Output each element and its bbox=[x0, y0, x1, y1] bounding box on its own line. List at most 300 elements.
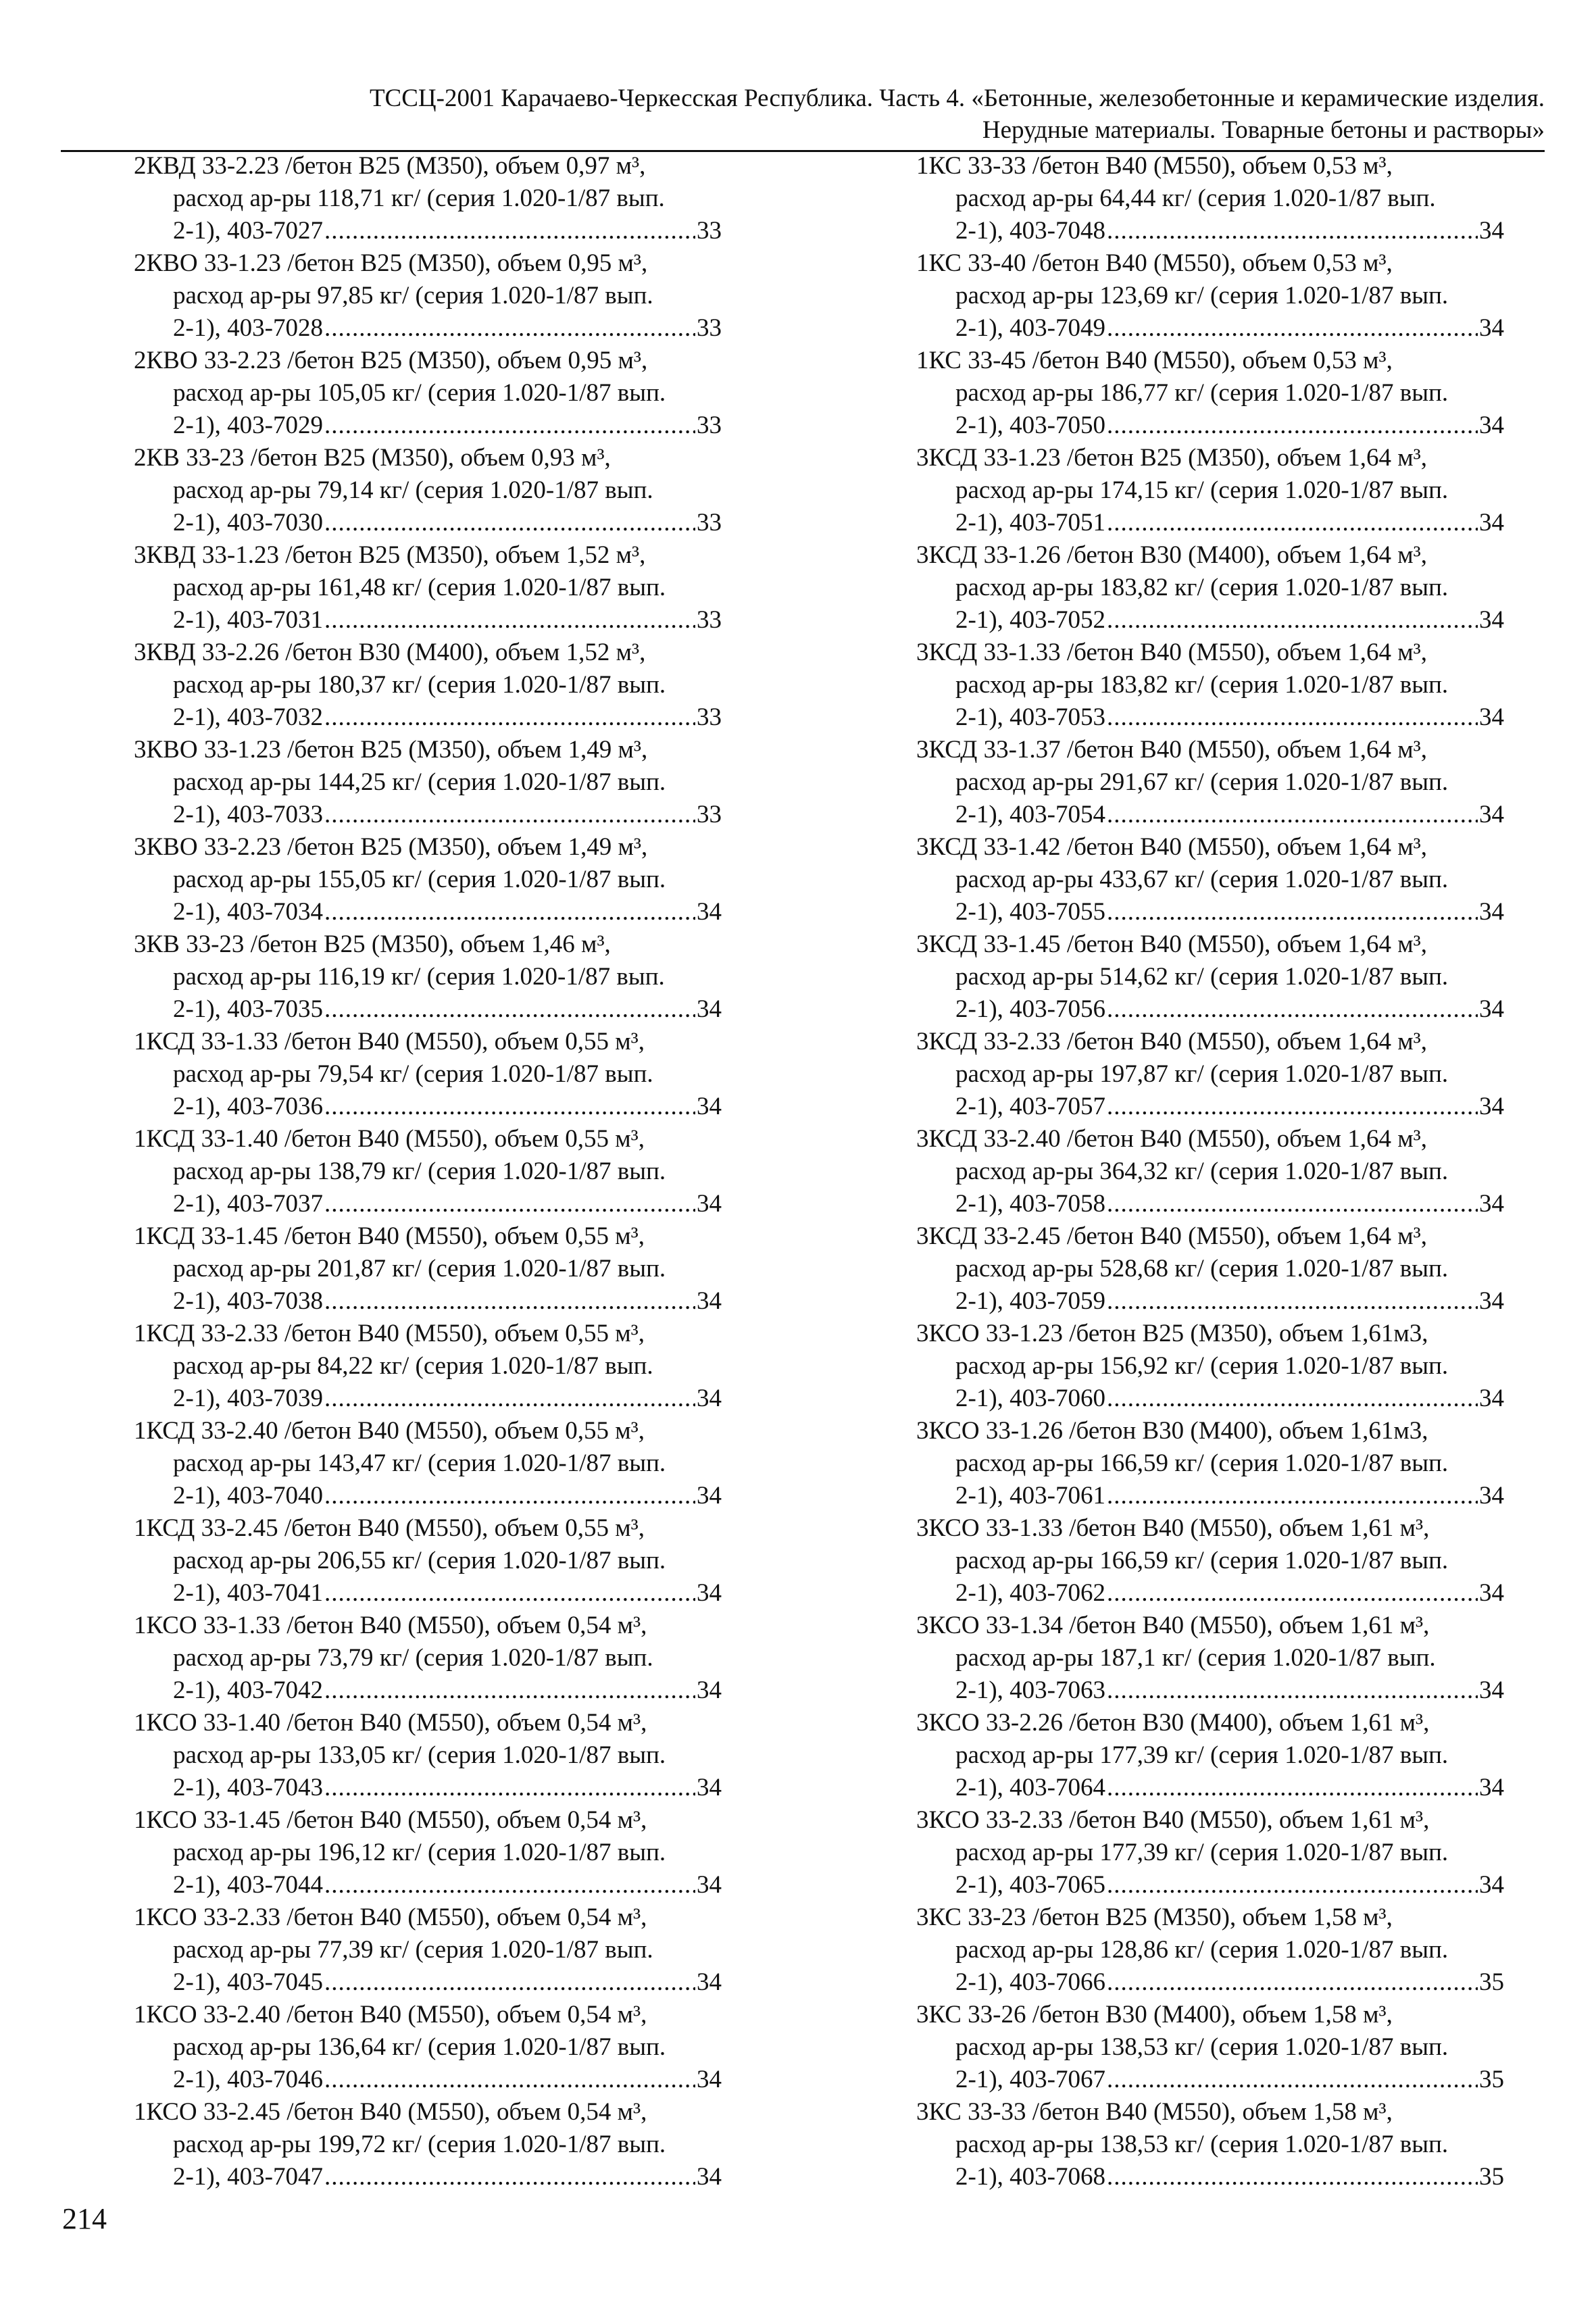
entry-title: 3КС 33-26 /бетон В30 (М400), объем 1,58 м³, bbox=[916, 2001, 1393, 2028]
entry-reference bbox=[134, 1285, 722, 1318]
entry-page-ref: 33 bbox=[697, 314, 722, 342]
entry-reference bbox=[134, 1480, 722, 1512]
index-entry bbox=[916, 1123, 1504, 1220]
entry-page-ref: 34 bbox=[1479, 1871, 1504, 1899]
entry-detail: расход ар-ры 166,59 кг/ (серия 1.020-1/87 вып. bbox=[955, 1449, 1449, 1477]
entry-detail: расход ар-ры 196,12 кг/ (серия 1.020-1/87 вып. bbox=[173, 1839, 666, 1866]
entry-title: 1КСО 33-2.33 /бетон В40 (М550), объем 0,54 м³, bbox=[134, 1903, 647, 1931]
entry-title: 3КВ 33-23 /бетон В25 (М350), объем 1,46 м³, bbox=[134, 930, 611, 958]
entry-code: 2-1), 403-7060 bbox=[955, 1385, 1105, 1412]
index-column-right bbox=[916, 150, 1504, 2193]
index-entry bbox=[134, 1026, 722, 1123]
entry-code: 2-1), 403-7038 bbox=[173, 1287, 323, 1315]
dot-leader bbox=[1107, 1674, 1478, 1707]
entry-reference bbox=[134, 701, 722, 734]
entry-reference bbox=[134, 507, 722, 539]
entry-reference bbox=[916, 1383, 1504, 1415]
entry-code: 2-1), 403-7065 bbox=[955, 1871, 1105, 1899]
entry-reference bbox=[916, 701, 1504, 734]
entry-code: 2-1), 403-7029 bbox=[173, 412, 323, 439]
dot-leader bbox=[324, 1674, 695, 1707]
entry-code: 2-1), 403-7057 bbox=[955, 1093, 1105, 1120]
entry-page-ref: 34 bbox=[697, 1190, 722, 1218]
entry-page-ref: 35 bbox=[1479, 2163, 1504, 2191]
entry-detail: расход ар-ры 77,39 кг/ (серия 1.020-1/87 вып. bbox=[173, 1936, 653, 1964]
index-entry bbox=[916, 1610, 1504, 1707]
entry-code: 2-1), 403-7034 bbox=[173, 898, 323, 926]
entry-detail: расход ар-ры 123,69 кг/ (серия 1.020-1/87 вып. bbox=[955, 282, 1449, 309]
entry-page-ref: 34 bbox=[697, 1385, 722, 1412]
entry-title: 2КВД 33-2.23 /бетон В25 (М350), объем 0,97 м³, bbox=[134, 152, 646, 180]
index-entry bbox=[916, 1026, 1504, 1123]
entry-code: 2-1), 403-7052 bbox=[955, 606, 1105, 634]
entry-code: 2-1), 403-7033 bbox=[173, 801, 323, 828]
entry-detail: расход ар-ры 133,05 кг/ (серия 1.020-1/87 вып. bbox=[173, 1741, 666, 1769]
entry-page-ref: 34 bbox=[697, 898, 722, 926]
entry-page-ref: 34 bbox=[697, 1871, 722, 1899]
entry-title: 1КСО 33-1.40 /бетон В40 (М550), объем 0,54 м³, bbox=[134, 1709, 647, 1737]
dot-leader bbox=[324, 215, 695, 247]
index-entry bbox=[134, 2096, 722, 2193]
entry-code: 2-1), 403-7047 bbox=[173, 2163, 323, 2191]
entry-reference bbox=[916, 1869, 1504, 1901]
index-entry bbox=[134, 1707, 722, 1804]
entry-title: 3КСД 33-1.23 /бетон В25 (М350), объем 1,64 м³, bbox=[916, 444, 1428, 472]
dot-leader bbox=[1107, 799, 1478, 831]
entry-title: 3КСО 33-1.33 /бетон В40 (М550), объем 1,61 м³, bbox=[916, 1514, 1430, 1542]
entry-title: 3КСО 33-1.26 /бетон В30 (М400), объем 1,61м3, bbox=[916, 1417, 1428, 1445]
index-entry bbox=[916, 1707, 1504, 1804]
entry-code: 2-1), 403-7066 bbox=[955, 1968, 1105, 1996]
entry-detail: расход ар-ры 64,44 кг/ (серия 1.020-1/87 вып. bbox=[955, 184, 1436, 212]
index-entry bbox=[134, 1610, 722, 1707]
entry-reference bbox=[916, 1188, 1504, 1220]
dot-leader bbox=[324, 1966, 695, 1999]
entry-detail: расход ар-ры 291,67 кг/ (серия 1.020-1/87 вып. bbox=[955, 768, 1449, 796]
entry-page-ref: 34 bbox=[1479, 1482, 1504, 1510]
entry-page-ref: 34 bbox=[697, 1093, 722, 1120]
entry-code: 2-1), 403-7037 bbox=[173, 1190, 323, 1218]
entry-detail: расход ар-ры 183,82 кг/ (серия 1.020-1/87 вып. bbox=[955, 671, 1449, 699]
entry-title: 3КСО 33-2.33 /бетон В40 (М550), объем 1,61 м³, bbox=[916, 1806, 1430, 1834]
dot-leader bbox=[324, 2161, 695, 2193]
entry-page-ref: 34 bbox=[1479, 1676, 1504, 1704]
index-entry bbox=[916, 539, 1504, 637]
entry-detail: расход ар-ры 79,14 кг/ (серия 1.020-1/87 вып. bbox=[173, 476, 653, 504]
entry-reference bbox=[916, 1091, 1504, 1123]
index-entry bbox=[916, 150, 1504, 247]
entry-page-ref: 34 bbox=[1479, 606, 1504, 634]
entry-code: 2-1), 403-7031 bbox=[173, 606, 323, 634]
dot-leader bbox=[1107, 2161, 1478, 2193]
index-entry bbox=[916, 1220, 1504, 1318]
entry-reference bbox=[916, 1966, 1504, 1999]
entry-reference bbox=[916, 1674, 1504, 1707]
entry-page-ref: 34 bbox=[1479, 1287, 1504, 1315]
entry-reference bbox=[134, 896, 722, 928]
entry-title: 1КСД 33-1.45 /бетон В40 (М550), объем 0,55 м³, bbox=[134, 1222, 645, 1250]
entry-detail: расход ар-ры 128,86 кг/ (серия 1.020-1/87 вып. bbox=[955, 1936, 1449, 1964]
entry-reference bbox=[916, 1285, 1504, 1318]
dot-leader bbox=[324, 1772, 695, 1804]
entry-title: 1КС 33-33 /бетон В40 (М550), объем 0,53 м³, bbox=[916, 152, 1393, 180]
entry-detail: расход ар-ры 84,22 кг/ (серия 1.020-1/87 вып. bbox=[173, 1352, 653, 1380]
dot-leader bbox=[1107, 1480, 1478, 1512]
dot-leader bbox=[324, 1577, 695, 1610]
entry-reference bbox=[134, 312, 722, 345]
dot-leader bbox=[324, 1480, 695, 1512]
entry-page-ref: 33 bbox=[697, 509, 722, 537]
dot-leader bbox=[324, 409, 695, 442]
header-line-2: Нерудные материалы. Товарные бетоны и растворы» bbox=[982, 116, 1545, 144]
entry-title: 1КСД 33-2.40 /бетон В40 (М550), объем 0,55 м³, bbox=[134, 1417, 645, 1445]
entry-page-ref: 34 bbox=[697, 995, 722, 1023]
index-entry bbox=[134, 539, 722, 637]
entry-code: 2-1), 403-7059 bbox=[955, 1287, 1105, 1315]
entry-page-ref: 34 bbox=[697, 1482, 722, 1510]
index-entry bbox=[134, 247, 722, 345]
entry-detail: расход ар-ры 136,64 кг/ (серия 1.020-1/87 вып. bbox=[173, 2033, 666, 2061]
entry-title: 3КСД 33-1.42 /бетон В40 (М550), объем 1,64 м³, bbox=[916, 833, 1428, 861]
entry-detail: расход ар-ры 183,82 кг/ (серия 1.020-1/87 вып. bbox=[955, 574, 1449, 601]
entry-detail: расход ар-ры 177,39 кг/ (серия 1.020-1/87 вып. bbox=[955, 1741, 1449, 1769]
entry-detail: расход ар-ры 79,54 кг/ (серия 1.020-1/87 вып. bbox=[173, 1060, 653, 1088]
entry-title: 3КСД 33-2.33 /бетон В40 (М550), объем 1,64 м³, bbox=[916, 1028, 1428, 1055]
entry-code: 2-1), 403-7028 bbox=[173, 314, 323, 342]
entry-detail: расход ар-ры 201,87 кг/ (серия 1.020-1/87 вып. bbox=[173, 1255, 666, 1283]
running-header bbox=[168, 82, 1545, 146]
index-entry bbox=[134, 1901, 722, 1999]
index-entry bbox=[916, 247, 1504, 345]
index-entry bbox=[134, 1999, 722, 2096]
index-entry bbox=[134, 1220, 722, 1318]
index-entry bbox=[916, 831, 1504, 928]
entry-reference bbox=[134, 1772, 722, 1804]
entry-code: 2-1), 403-7041 bbox=[173, 1579, 323, 1607]
entry-code: 2-1), 403-7053 bbox=[955, 703, 1105, 731]
entry-title: 3КСО 33-2.26 /бетон В30 (М400), объем 1,61 м³, bbox=[916, 1709, 1430, 1737]
entry-reference bbox=[916, 215, 1504, 247]
entry-title: 1КС 33-40 /бетон В40 (М550), объем 0,53 м³, bbox=[916, 249, 1393, 277]
index-entry bbox=[916, 1804, 1504, 1901]
entry-detail: расход ар-ры 180,37 кг/ (серия 1.020-1/87 вып. bbox=[173, 671, 666, 699]
entry-reference bbox=[134, 1966, 722, 1999]
entry-code: 2-1), 403-7040 bbox=[173, 1482, 323, 1510]
index-entry bbox=[134, 1512, 722, 1610]
entry-page-ref: 34 bbox=[697, 1579, 722, 1607]
dot-leader bbox=[1107, 409, 1478, 442]
dot-leader bbox=[324, 507, 695, 539]
entry-page-ref: 34 bbox=[1479, 1385, 1504, 1412]
entry-reference bbox=[134, 1091, 722, 1123]
index-entry bbox=[916, 637, 1504, 734]
entry-detail: расход ар-ры 177,39 кг/ (серия 1.020-1/87 вып. bbox=[955, 1839, 1449, 1866]
entry-code: 2-1), 403-7063 bbox=[955, 1676, 1105, 1704]
entry-reference bbox=[916, 993, 1504, 1026]
entry-page-ref: 34 bbox=[697, 1774, 722, 1801]
entry-code: 2-1), 403-7035 bbox=[173, 995, 323, 1023]
entry-reference bbox=[916, 409, 1504, 442]
entry-reference bbox=[134, 1674, 722, 1707]
entry-reference bbox=[916, 896, 1504, 928]
entry-page-ref: 34 bbox=[1479, 217, 1504, 245]
entry-title: 3КВО 33-2.23 /бетон В25 (М350), объем 1,49 м³, bbox=[134, 833, 648, 861]
entry-code: 2-1), 403-7064 bbox=[955, 1774, 1105, 1801]
dot-leader bbox=[1107, 896, 1478, 928]
entry-reference bbox=[134, 604, 722, 637]
entry-detail: расход ар-ры 433,67 кг/ (серия 1.020-1/87 вып. bbox=[955, 866, 1449, 893]
entry-code: 2-1), 403-7039 bbox=[173, 1385, 323, 1412]
entry-code: 2-1), 403-7062 bbox=[955, 1579, 1105, 1607]
dot-leader bbox=[1107, 1577, 1478, 1610]
dot-leader bbox=[1107, 604, 1478, 637]
entry-detail: расход ар-ры 199,72 кг/ (серия 1.020-1/87 вып. bbox=[173, 2131, 666, 2158]
entry-code: 2-1), 403-7044 bbox=[173, 1871, 323, 1899]
entry-page-ref: 34 bbox=[697, 2066, 722, 2093]
entry-page-ref: 34 bbox=[1479, 509, 1504, 537]
index-entry bbox=[134, 928, 722, 1026]
entry-reference bbox=[916, 312, 1504, 345]
entry-title: 1КСО 33-1.33 /бетон В40 (М550), объем 0,54 м³, bbox=[134, 1612, 647, 1639]
entry-page-ref: 34 bbox=[697, 1287, 722, 1315]
entry-title: 1КСО 33-1.45 /бетон В40 (М550), объем 0,54 м³, bbox=[134, 1806, 647, 1834]
entry-page-ref: 34 bbox=[1479, 1190, 1504, 1218]
entry-reference bbox=[134, 1577, 722, 1610]
dot-leader bbox=[324, 2064, 695, 2096]
dot-leader bbox=[324, 799, 695, 831]
entry-title: 1КСД 33-1.40 /бетон В40 (М550), объем 0,55 м³, bbox=[134, 1125, 645, 1153]
entry-title: 3КВД 33-2.26 /бетон В30 (М400), объем 1,52 м³, bbox=[134, 639, 646, 666]
index-entry bbox=[134, 734, 722, 831]
dot-leader bbox=[324, 993, 695, 1026]
dot-leader bbox=[1107, 993, 1478, 1026]
entry-title: 3КСД 33-1.26 /бетон В30 (М400), объем 1,64 м³, bbox=[916, 541, 1428, 569]
dot-leader bbox=[1107, 1869, 1478, 1901]
entry-reference bbox=[916, 1772, 1504, 1804]
entry-detail: расход ар-ры 118,71 кг/ (серия 1.020-1/87 вып. bbox=[173, 184, 665, 212]
dot-leader bbox=[1107, 1383, 1478, 1415]
entry-reference bbox=[916, 1480, 1504, 1512]
entry-title: 3КВД 33-1.23 /бетон В25 (М350), объем 1,52 м³, bbox=[134, 541, 646, 569]
entry-code: 2-1), 403-7049 bbox=[955, 314, 1105, 342]
entry-code: 2-1), 403-7045 bbox=[173, 1968, 323, 1996]
entry-reference bbox=[134, 1869, 722, 1901]
dot-leader bbox=[324, 604, 695, 637]
index-entry bbox=[134, 1804, 722, 1901]
entry-detail: расход ар-ры 364,32 кг/ (серия 1.020-1/87 вып. bbox=[955, 1158, 1449, 1185]
entry-reference bbox=[134, 993, 722, 1026]
entry-detail: расход ар-ры 197,87 кг/ (серия 1.020-1/87 вып. bbox=[955, 1060, 1449, 1088]
entry-detail: расход ар-ры 116,19 кг/ (серия 1.020-1/87 вып. bbox=[173, 963, 665, 991]
entry-reference bbox=[134, 215, 722, 247]
dot-leader bbox=[324, 1869, 695, 1901]
entry-code: 2-1), 403-7067 bbox=[955, 2066, 1105, 2093]
entry-title: 2КВО 33-2.23 /бетон В25 (М350), объем 0,95 м³, bbox=[134, 347, 648, 374]
entry-detail: расход ар-ры 144,25 кг/ (серия 1.020-1/87 вып. bbox=[173, 768, 666, 796]
dot-leader bbox=[1107, 507, 1478, 539]
entry-title: 3КСО 33-1.23 /бетон В25 (М350), объем 1,61м3, bbox=[916, 1320, 1428, 1347]
entry-reference bbox=[134, 1383, 722, 1415]
entry-code: 2-1), 403-7061 bbox=[955, 1482, 1105, 1510]
entry-page-ref: 35 bbox=[1479, 2066, 1504, 2093]
entry-page-ref: 34 bbox=[697, 1968, 722, 1996]
entry-title: 3КСД 33-1.37 /бетон В40 (М550), объем 1,64 м³, bbox=[916, 736, 1428, 764]
dot-leader bbox=[324, 896, 695, 928]
entry-page-ref: 33 bbox=[697, 217, 722, 245]
entry-detail: расход ар-ры 187,1 кг/ (серия 1.020-1/87 вып. bbox=[955, 1644, 1436, 1672]
index-entry bbox=[916, 928, 1504, 1026]
dot-leader bbox=[1107, 312, 1478, 345]
entry-detail: расход ар-ры 156,92 кг/ (серия 1.020-1/87 вып. bbox=[955, 1352, 1449, 1380]
dot-leader bbox=[1107, 1091, 1478, 1123]
dot-leader bbox=[1107, 1285, 1478, 1318]
entry-title: 1КСД 33-2.33 /бетон В40 (М550), объем 0,55 м³, bbox=[134, 1320, 645, 1347]
entry-title: 1КСД 33-1.33 /бетон В40 (М550), объем 0,55 м³, bbox=[134, 1028, 645, 1055]
entry-page-ref: 33 bbox=[697, 703, 722, 731]
entry-title: 3КСД 33-1.45 /бетон В40 (М550), объем 1,64 м³, bbox=[916, 930, 1428, 958]
entry-detail: расход ар-ры 514,62 кг/ (серия 1.020-1/87 вып. bbox=[955, 963, 1449, 991]
entry-detail: расход ар-ры 138,53 кг/ (серия 1.020-1/87 вып. bbox=[955, 2131, 1449, 2158]
entry-code: 2-1), 403-7046 bbox=[173, 2066, 323, 2093]
dot-leader bbox=[324, 701, 695, 734]
dot-leader bbox=[324, 1383, 695, 1415]
entry-reference bbox=[134, 1188, 722, 1220]
dot-leader bbox=[324, 312, 695, 345]
entry-page-ref: 34 bbox=[1479, 1093, 1504, 1120]
entry-page-ref: 34 bbox=[1479, 1579, 1504, 1607]
page-number: 214 bbox=[62, 2202, 107, 2235]
index-entry bbox=[916, 345, 1504, 442]
entry-page-ref: 33 bbox=[697, 801, 722, 828]
entry-reference bbox=[916, 604, 1504, 637]
entry-reference bbox=[916, 2161, 1504, 2193]
entry-code: 2-1), 403-7048 bbox=[955, 217, 1105, 245]
entry-page-ref: 34 bbox=[1479, 801, 1504, 828]
index-entry bbox=[134, 831, 722, 928]
entry-page-ref: 33 bbox=[697, 412, 722, 439]
entry-page-ref: 34 bbox=[1479, 1774, 1504, 1801]
entry-detail: расход ар-ры 155,05 кг/ (серия 1.020-1/87 вып. bbox=[173, 866, 666, 893]
entry-page-ref: 34 bbox=[1479, 703, 1504, 731]
entry-code: 2-1), 403-7051 bbox=[955, 509, 1105, 537]
entry-detail: расход ар-ры 166,59 кг/ (серия 1.020-1/87 вып. bbox=[955, 1547, 1449, 1574]
index-entry bbox=[916, 1415, 1504, 1512]
entry-reference bbox=[134, 409, 722, 442]
entry-detail: расход ар-ры 143,47 кг/ (серия 1.020-1/87 вып. bbox=[173, 1449, 666, 1477]
entry-page-ref: 34 bbox=[697, 1676, 722, 1704]
entry-code: 2-1), 403-7050 bbox=[955, 412, 1105, 439]
entry-code: 2-1), 403-7043 bbox=[173, 1774, 323, 1801]
entry-reference bbox=[916, 1577, 1504, 1610]
index-entry bbox=[134, 442, 722, 539]
entry-reference bbox=[134, 799, 722, 831]
index-entry bbox=[916, 1318, 1504, 1415]
entry-title: 1КС 33-45 /бетон В40 (М550), объем 0,53 м³, bbox=[916, 347, 1393, 374]
index-entry bbox=[134, 1318, 722, 1415]
entry-title: 3КСД 33-2.45 /бетон В40 (М550), объем 1,64 м³, bbox=[916, 1222, 1428, 1250]
entry-page-ref: 33 bbox=[697, 606, 722, 634]
index-entry bbox=[916, 2096, 1504, 2193]
entry-reference bbox=[916, 507, 1504, 539]
dot-leader bbox=[1107, 2064, 1478, 2096]
entry-detail: расход ар-ры 174,15 кг/ (серия 1.020-1/87 вып. bbox=[955, 476, 1449, 504]
entry-title: 3КСД 33-2.40 /бетон В40 (М550), объем 1,64 м³, bbox=[916, 1125, 1428, 1153]
entry-reference bbox=[134, 2161, 722, 2193]
dot-leader bbox=[1107, 1966, 1478, 1999]
dot-leader bbox=[1107, 1188, 1478, 1220]
entry-page-ref: 35 bbox=[1479, 1968, 1504, 1996]
entry-detail: расход ар-ры 97,85 кг/ (серия 1.020-1/87 вып. bbox=[173, 282, 653, 309]
entry-title: 3КС 33-33 /бетон В40 (М550), объем 1,58 м³, bbox=[916, 2098, 1393, 2126]
entry-title: 2КВ 33-23 /бетон В25 (М350), объем 0,93 м³, bbox=[134, 444, 611, 472]
index-entry bbox=[134, 1123, 722, 1220]
entry-title: 3КВО 33-1.23 /бетон В25 (М350), объем 1,49 м³, bbox=[134, 736, 648, 764]
entry-reference bbox=[916, 2064, 1504, 2096]
dot-leader bbox=[1107, 215, 1478, 247]
entry-page-ref: 34 bbox=[1479, 314, 1504, 342]
index-entry bbox=[916, 1901, 1504, 1999]
entry-title: 1КСД 33-2.45 /бетон В40 (М550), объем 0,55 м³, bbox=[134, 1514, 645, 1542]
entry-page-ref: 34 bbox=[1479, 995, 1504, 1023]
dot-leader bbox=[324, 1188, 695, 1220]
index-entry bbox=[134, 345, 722, 442]
index-entry bbox=[916, 734, 1504, 831]
entry-detail: расход ар-ры 105,05 кг/ (серия 1.020-1/87 вып. bbox=[173, 379, 666, 407]
entry-title: 3КСО 33-1.34 /бетон В40 (М550), объем 1,61 м³, bbox=[916, 1612, 1430, 1639]
dot-leader bbox=[1107, 1772, 1478, 1804]
index-entry bbox=[916, 1999, 1504, 2096]
entry-page-ref: 34 bbox=[697, 2163, 722, 2191]
index-entry bbox=[134, 1415, 722, 1512]
index-entry bbox=[916, 442, 1504, 539]
entry-page-ref: 34 bbox=[1479, 412, 1504, 439]
dot-leader bbox=[324, 1285, 695, 1318]
index-entry bbox=[916, 1512, 1504, 1610]
entry-code: 2-1), 403-7058 bbox=[955, 1190, 1105, 1218]
entry-detail: расход ар-ры 138,79 кг/ (серия 1.020-1/87 вып. bbox=[173, 1158, 666, 1185]
entry-detail: расход ар-ры 206,55 кг/ (серия 1.020-1/87 вып. bbox=[173, 1547, 666, 1574]
index-entry bbox=[134, 637, 722, 734]
entry-code: 2-1), 403-7042 bbox=[173, 1676, 323, 1704]
entry-code: 2-1), 403-7032 bbox=[173, 703, 323, 731]
entry-detail: расход ар-ры 138,53 кг/ (серия 1.020-1/87 вып. bbox=[955, 2033, 1449, 2061]
entry-detail: расход ар-ры 161,48 кг/ (серия 1.020-1/87 вып. bbox=[173, 574, 666, 601]
entry-code: 2-1), 403-7056 bbox=[955, 995, 1105, 1023]
entry-code: 2-1), 403-7054 bbox=[955, 801, 1105, 828]
entry-title: 1КСО 33-2.45 /бетон В40 (М550), объем 0,54 м³, bbox=[134, 2098, 647, 2126]
entry-reference bbox=[134, 2064, 722, 2096]
entry-title: 2КВО 33-1.23 /бетон В25 (М350), объем 0,95 м³, bbox=[134, 249, 648, 277]
entry-code: 2-1), 403-7055 bbox=[955, 898, 1105, 926]
entry-detail: расход ар-ры 186,77 кг/ (серия 1.020-1/87 вып. bbox=[955, 379, 1449, 407]
entry-code: 2-1), 403-7030 bbox=[173, 509, 323, 537]
entry-code: 2-1), 403-7027 bbox=[173, 217, 323, 245]
entry-title: 3КС 33-23 /бетон В25 (М350), объем 1,58 м³, bbox=[916, 1903, 1393, 1931]
index-column-left bbox=[134, 150, 722, 2193]
entry-reference bbox=[916, 799, 1504, 831]
entry-code: 2-1), 403-7036 bbox=[173, 1093, 323, 1120]
index-entry bbox=[134, 150, 722, 247]
dot-leader bbox=[324, 1091, 695, 1123]
header-line-1: ТССЦ-2001 Карачаево-Черкесская Республика. Часть 4. «Бетонные, железобетонные и керамические изделия. bbox=[369, 84, 1545, 112]
entry-title: 1КСО 33-2.40 /бетон В40 (М550), объем 0,54 м³, bbox=[134, 2001, 647, 2028]
entry-detail: расход ар-ры 528,68 кг/ (серия 1.020-1/87 вып. bbox=[955, 1255, 1449, 1283]
dot-leader bbox=[1107, 701, 1478, 734]
entry-detail: расход ар-ры 73,79 кг/ (серия 1.020-1/87 вып. bbox=[173, 1644, 653, 1672]
entry-page-ref: 34 bbox=[1479, 898, 1504, 926]
entry-title: 3КСД 33-1.33 /бетон В40 (М550), объем 1,64 м³, bbox=[916, 639, 1428, 666]
entry-code: 2-1), 403-7068 bbox=[955, 2163, 1105, 2191]
